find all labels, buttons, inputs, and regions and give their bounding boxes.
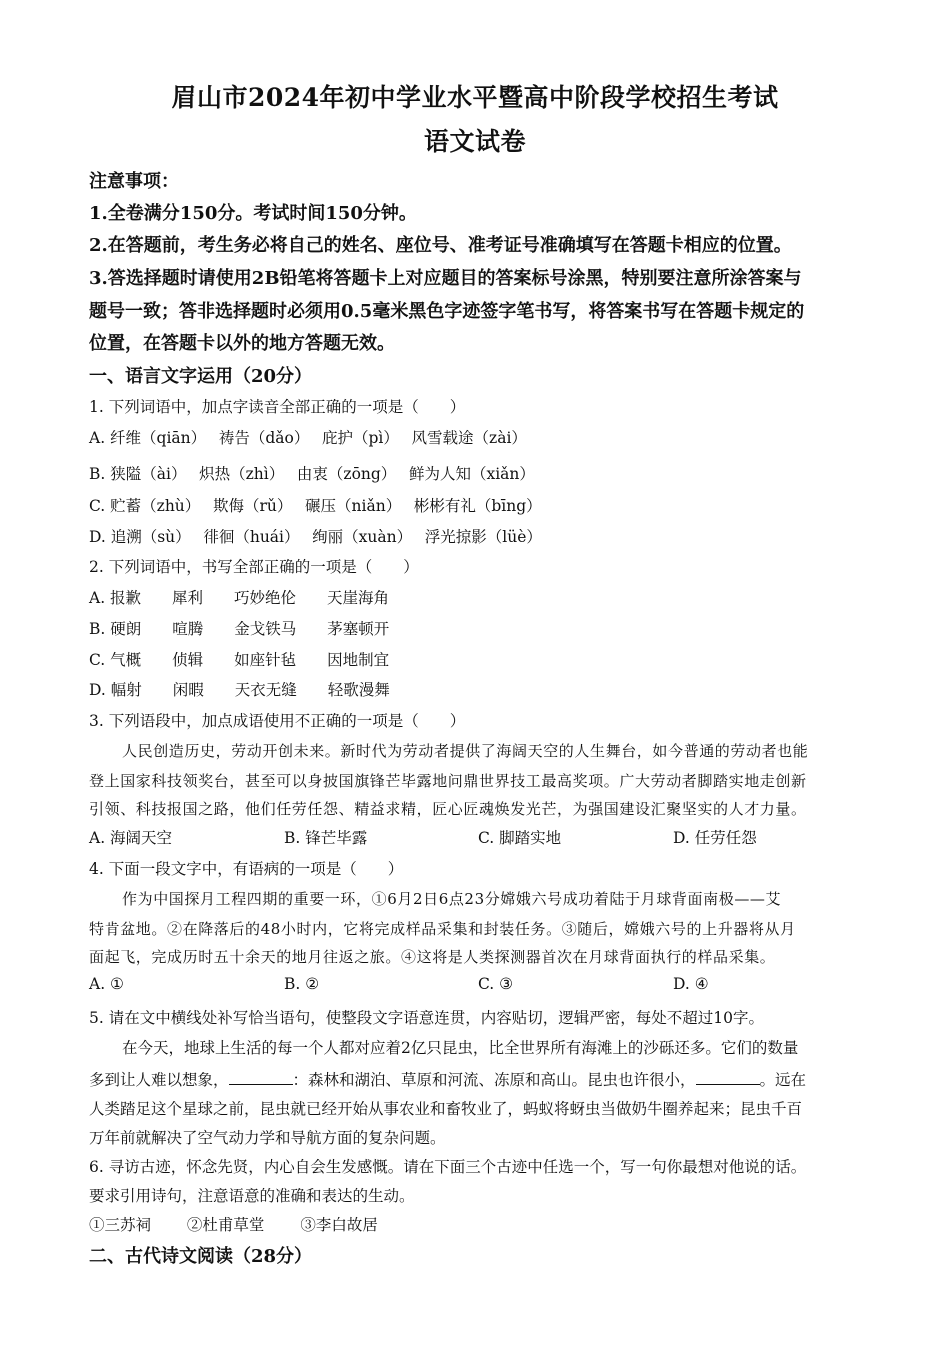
q5-answer-blank-1[interactable] [229, 1070, 293, 1085]
q1-option-b: B. 狭隘（ài） 炽热（zhì） 由衷（zōng） 鲜为人知（xiǎn） [89, 465, 535, 483]
q2-stem: 2. 下列词语中，书写全部正确的一项是（ ） [89, 558, 419, 576]
notice-item-3-end: 位置，在答题卡以外的地方答题无效。 [89, 333, 395, 354]
notice-item-3-cont: 题号一致；答非选择题时必须用0.5毫米黑色字迹签字笔书写，将答案书写在答题卡规定的 [89, 301, 805, 322]
q1-option-d: D. 追溯（sù） 徘徊（huái） 绚丽（xuàn） 浮光掠影（lüè） [89, 528, 542, 546]
q4-option-b: B. ② [284, 975, 320, 993]
q4-stem: 4. 下面一段文字中，有语病的一项是（ ） [89, 860, 404, 878]
q3-passage-line-2: 登上国家科技领奖台，甚至可以身披国旗锋芒毕露地问鼎世界技工最高奖项。广大劳动者脚踏实地走创新 [89, 772, 807, 790]
q3-option-b: B. 锋芒毕露 [284, 829, 368, 847]
q3-passage-line-1: 人民创造历史，劳动开创未来。新时代为劳动者提供了海阔天空的人生舞台，如今普通的劳动者也能 [122, 742, 809, 760]
q5-passage-line-4: 万年前就解决了空气动力学和导航方面的复杂问题。 [89, 1129, 446, 1147]
q5-passage-line-2-b: ：森林和湖泊、草原和河流、冻原和高山。昆虫也许很小， [292, 1071, 696, 1089]
exam-title: 眉山市2024年初中学业水平暨高中阶段学校招生考试 [171, 83, 779, 112]
exam-subtitle: 语文试卷 [423, 127, 526, 156]
q1-stem: 1. 下列词语中，加点字读音全部正确的一项是（ ） [89, 398, 466, 416]
q2-option-b: B. 硬朗 喧腾 金戈铁马 茅塞顿开 [89, 620, 390, 638]
q4-passage-line-3: 面起飞，完成历时五十余天的地月往返之旅。④这将是人类探测器首次在月球背面执行的样品采集。 [89, 948, 776, 966]
q3-option-c: C. 脚踏实地 [478, 829, 562, 847]
q5-passage-line-2-c: 。远在 [759, 1071, 807, 1089]
q2-option-d: D. 幅射 闲暇 天衣无缝 轻歌漫舞 [89, 681, 390, 699]
q5-answer-blank-2[interactable] [696, 1070, 760, 1085]
q1-option-a: A. 纤维（qiān） 祷告（dǎo） 庇护（pì） 风雪载途（zài） [89, 429, 527, 447]
q5-passage-line-2-a: 多到让人难以想象， [89, 1071, 229, 1089]
q3-stem: 3. 下列语段中，加点成语使用不正确的一项是（ ） [89, 712, 466, 730]
notice-heading: 注意事项： [89, 171, 179, 192]
q4-option-a: A. ① [89, 975, 124, 993]
notice-item-2: 2.在答题前，考生务必将自己的姓名、座位号、准考证号准确填写在答题卡相应的位置。 [89, 235, 792, 256]
section2-title: 二、古代诗文阅读（28分） [89, 1246, 313, 1267]
q6-stem-line-1: 6. 寻访古迹，怀念先贤，内心自会生发感慨。请在下面三个古迹中任选一个，写一句你最想对他说的话。 [89, 1158, 807, 1176]
section1-title: 一、语言文字运用（20分） [89, 366, 313, 387]
q1-option-c: C. 贮蓄（zhù） 欺侮（rǔ） 碾压（niǎn） 彬彬有礼（bīng） [89, 497, 542, 515]
q3-option-a: A. 海阔天空 [89, 829, 173, 847]
q5-passage-line-3: 人类踏足这个星球之前，昆虫就已经开始从事农业和畜牧业了，蚂蚁将蚜虫当做奶牛圈养起来；昆虫千百 [89, 1100, 803, 1118]
q3-option-d: D. 任劳任怨 [673, 829, 757, 847]
q6-choices: ①三苏祠 ②杜甫草堂 ③李白故居 [89, 1216, 378, 1234]
q4-option-c: C. ③ [478, 975, 514, 993]
q5-passage-line-1: 在今天，地球上生活的每一个人都对应着2亿只昆虫，比全世界所有海滩上的沙砾还多。它们的数量 [122, 1039, 799, 1057]
q4-passage-line-1: 作为中国探月工程四期的重要一环，①6月2日6点23分嫦娥六号成功着陆于月球背面南极——艾 [122, 890, 782, 908]
q2-option-c: C. 气概 侦辑 如座针毡 因地制宜 [89, 651, 390, 669]
notice-item-1: 1.全卷满分150分。考试时间150分钟。 [89, 203, 417, 224]
q6-stem-line-2: 要求引用诗句，注意语意的准确和表达的生动。 [89, 1187, 415, 1205]
q5-stem: 5. 请在文中横线处补写恰当语句，使整段文字语意连贯，内容贴切，逻辑严密，每处不超过10字。 [89, 1009, 764, 1027]
q3-passage-line-3: 引领、科技报国之路，他们任劳任怨、精益求精，匠心匠魂焕发光芒，为强国建设汇聚坚实的人才力量。 [89, 800, 807, 818]
q4-passage-line-2: 特肯盆地。②在降落后的48小时内，它将完成样品采集和封装任务。③随后，嫦娥六号的上升器将从月 [89, 920, 796, 938]
notice-item-3: 3.答选择题时请使用2B铅笔将答题卡上对应题目的答案标号涂黑，特别要注意所涂答案与 [89, 268, 802, 289]
q5-passage-line-2 [89, 1068, 806, 1090]
q4-option-d: D. ④ [673, 975, 709, 993]
q2-option-a: A. 报歉 犀利 巧妙绝伦 天崖海角 [89, 589, 390, 607]
